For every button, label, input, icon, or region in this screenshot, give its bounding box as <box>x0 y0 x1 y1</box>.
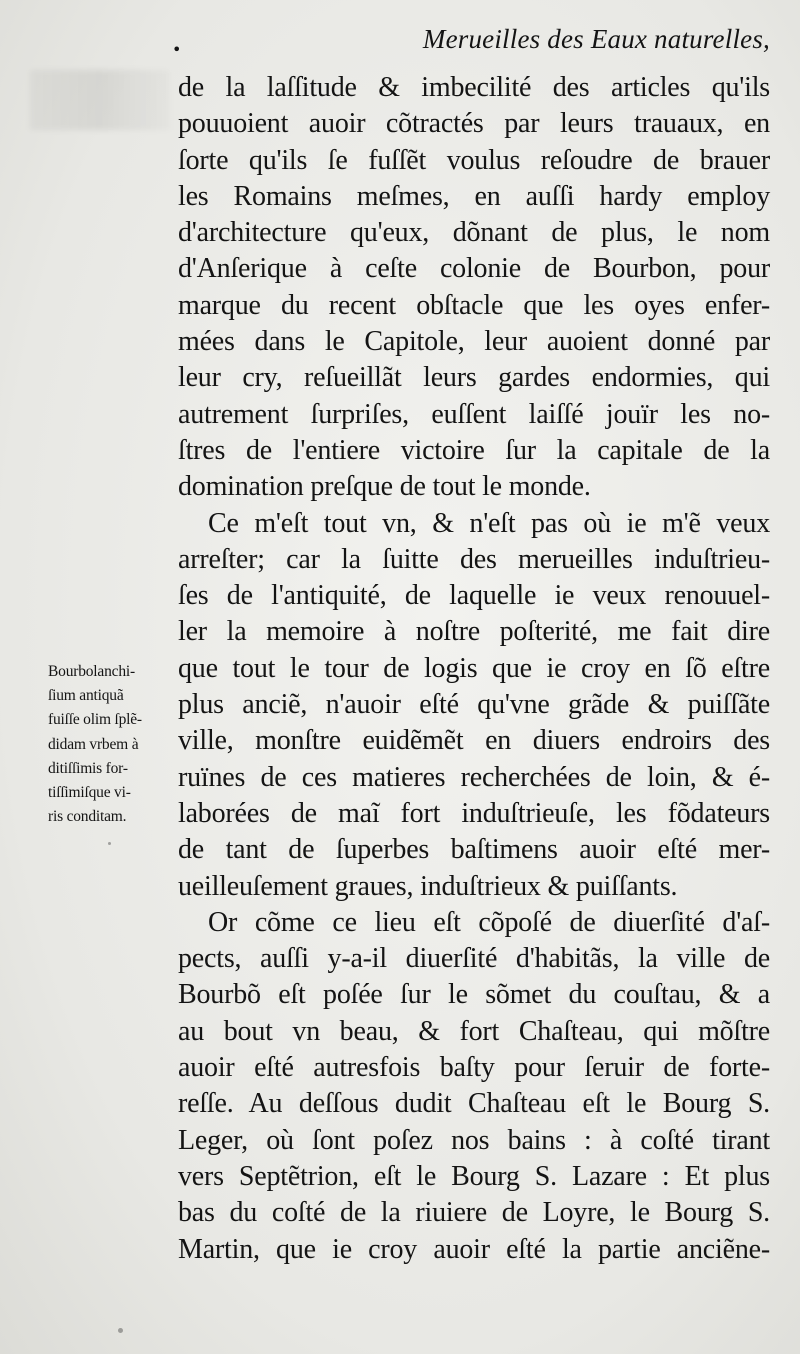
text-line-25: pects, auſſi y-a-il diuerſité d'habitãs, la ville de <box>178 943 770 975</box>
paper-speck <box>118 1328 123 1333</box>
text-line-19: ville, monſtre euidẽmẽt en diuers endroirs des <box>178 725 770 757</box>
margin-note-line-5: ditiſſimis for- <box>48 759 128 777</box>
text-line-6: d'Anſerique à ceſte colonie de Bourbon, pour <box>178 253 770 285</box>
text-line-32: bas du coſté de la riuiere de Loyre, le Bourg S. <box>178 1197 770 1229</box>
text-line-18: plus anciẽ, n'auoir eſté qu'vne grãde & puiſſãte <box>178 689 770 721</box>
margin-note-line-1: Bourbolanchi- <box>48 663 135 680</box>
text-line-10: autrement ſurpriſes, euſſent laiſſé jouïr les no- <box>178 398 770 430</box>
text-line-5: d'architecture qu'eux, dõnant de plus, le nom <box>178 217 770 249</box>
text-line-33: Martin, que ie croy auoir eſté la partie anciẽne- <box>178 1233 770 1265</box>
text-line-31: vers Septẽtrion, eſt le Bourg S. Lazare : Et plus <box>178 1160 770 1192</box>
text-line-14: arreſter; car la ſuitte des merueilles induſtrieu- <box>178 543 770 575</box>
margin-note-line-2: ſium antiquã <box>48 687 124 705</box>
text-line-15: ſes de l'antiquité, de laquelle ie veux renouuel- <box>178 580 770 612</box>
margin-note-line-6: tiſſimiſque vi- <box>48 783 131 801</box>
marginal-note <box>48 660 184 829</box>
paper-speck <box>108 842 111 845</box>
text-line-20: ruïnes de ces matieres recherchées de loin, & é- <box>178 761 770 793</box>
text-line-22: de tant de ſuperbes baſtimens auoir eſté mer- <box>178 834 770 866</box>
text-line-8: mées dans le Capitole, leur auoient donné par <box>178 326 770 358</box>
text-line-12: domination preſque de tout le monde. <box>178 471 591 503</box>
text-line-11: ſtres de l'entiere victoire ſur la capitale de la <box>178 434 770 466</box>
text-line-24: Or cõme ce lieu eſt cõpoſé de diuerſité d'aſ- <box>208 906 770 938</box>
show-through-bleed <box>30 70 170 130</box>
text-line-29: reſſe. Au deſſous dudit Chaſteau eſt le Bourg S. <box>178 1088 770 1120</box>
text-line-13: Ce m'eſt tout vn, & n'eſt pas où ie m'ẽ veux <box>208 507 770 539</box>
running-title: Merueilles des Eaux naturelles, <box>422 24 770 54</box>
main-text-block <box>178 70 770 1268</box>
margin-note-line-7: ris conditam. <box>48 808 127 826</box>
margin-note-line-3: fuiſſe olim ſplẽ- <box>48 711 142 729</box>
text-line-28: auoir eſté autresfois baſty pour ſeruir de forte- <box>178 1052 770 1084</box>
text-line-21: laborées de maĩ fort induſtrieuſe, les fõdateurs <box>178 797 770 829</box>
text-line-17: que tout le tour de logis que ie croy en ſõ eſtre <box>178 652 770 684</box>
text-line-26: Bourbõ eſt poſée ſur le sõmet du couſtau, & a <box>178 979 770 1011</box>
text-line-3: ſorte qu'ils ſe fuſſẽt voulus reſoudre de brauer <box>178 144 770 176</box>
margin-note-line-4: didam vrbem à <box>48 735 139 753</box>
text-line-9: leur cry, reſueillãt leurs gardes endormies, qui <box>178 362 770 394</box>
text-line-27: au bout vn beau, & fort Chaſteau, qui mõſtre <box>178 1015 770 1047</box>
text-line-23: ueilleuſement graues, induſtrieux & puiſſants. <box>178 870 678 902</box>
page-mark: • <box>172 40 182 59</box>
text-line-2: pouuoient auoir cõtractés par leurs trauaux, en <box>178 108 770 140</box>
text-line-16: ler la memoire à noſtre poſterité, me fait dire <box>178 616 770 648</box>
text-line-4: les Romains meſmes, en auſſi hardy employ <box>178 180 770 212</box>
text-line-7: marque du recent obſtacle que les oyes enfer- <box>178 289 770 321</box>
text-line-30: Leger, où ſont poſez nos bains : à coſté tirant <box>178 1124 770 1156</box>
text-line-1: de la laſſitude & imbecilité des articles qu'ils <box>178 72 770 103</box>
